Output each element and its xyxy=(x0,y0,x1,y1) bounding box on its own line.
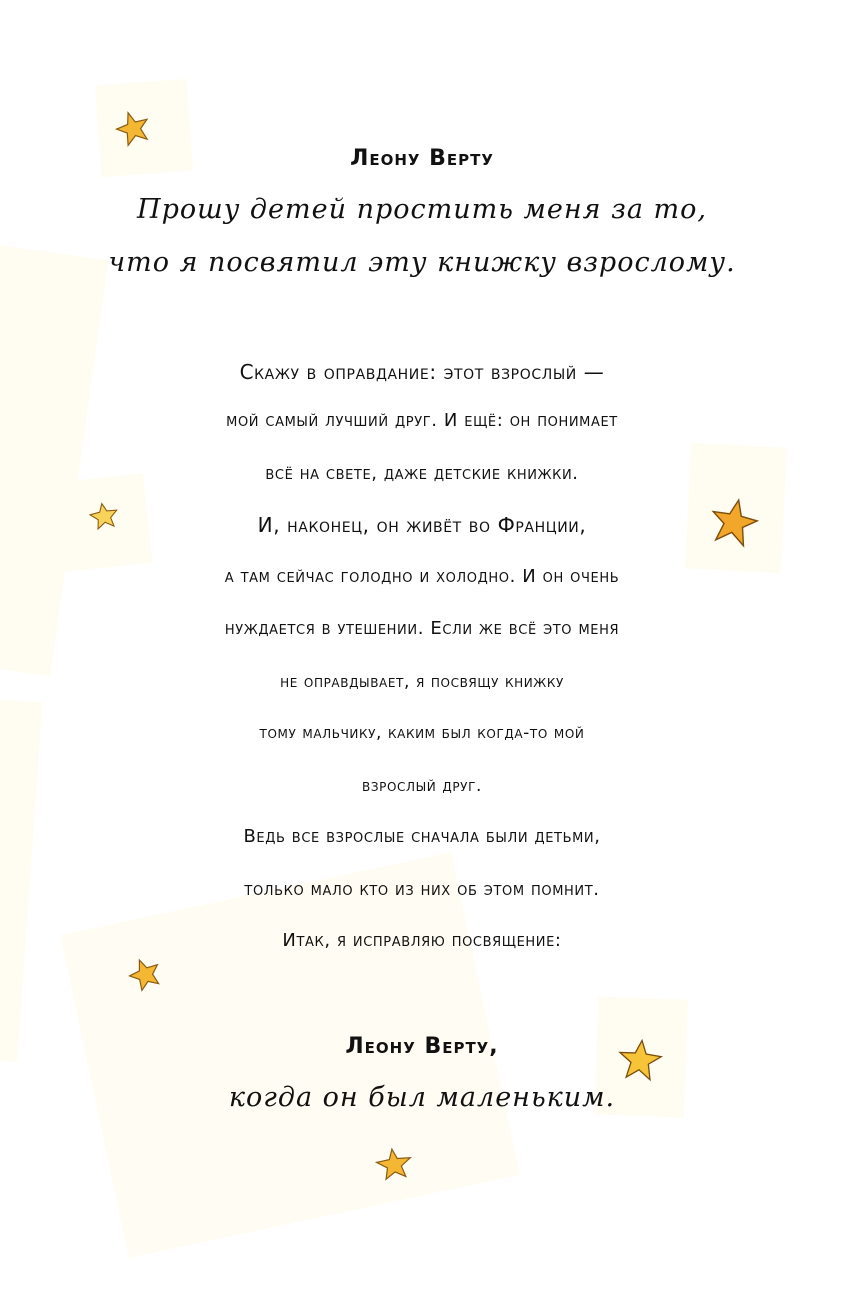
star-icon xyxy=(370,1144,418,1184)
body-line: не оправдывает, я посвящу книжку xyxy=(280,672,564,692)
body-line: нуждается в утешении. Если же всё это меня xyxy=(224,618,620,639)
body-line: Ведь все взрослые сначала были детьми, xyxy=(243,826,601,847)
body-line: взрослый друг. xyxy=(361,776,483,796)
body-line: а там сейчас голодно и холодно. И он очень xyxy=(224,566,620,587)
apology-line: что я посвятил эту книжку взрослому. xyxy=(108,247,736,278)
body-line: тому мальчику, каким был когда-то мой xyxy=(259,723,585,743)
apology-line: Прошу детей простить меня за то, xyxy=(137,194,707,225)
closing-line: когда он был маленьким. xyxy=(228,1082,616,1113)
body-line: мой самый лучший друг. И ещё: он понимает xyxy=(226,410,618,431)
closing-heading: Леону Верту, xyxy=(345,1034,499,1059)
body-line: Скажу в оправдание: этот взрослый — xyxy=(239,360,605,384)
star-icon xyxy=(112,108,154,148)
paper-patch xyxy=(0,244,109,677)
dedication-heading: Леону Верту xyxy=(350,146,494,171)
body-line: И, наконец, он живёт во Франции, xyxy=(257,513,587,537)
body-line: только мало кто из них об этом помнит. xyxy=(244,879,600,900)
body-line: Итак, я исправляю посвящение: xyxy=(282,930,562,951)
star-icon xyxy=(124,954,166,994)
body-line: всё на свете, даже детские книжки. xyxy=(265,463,579,484)
